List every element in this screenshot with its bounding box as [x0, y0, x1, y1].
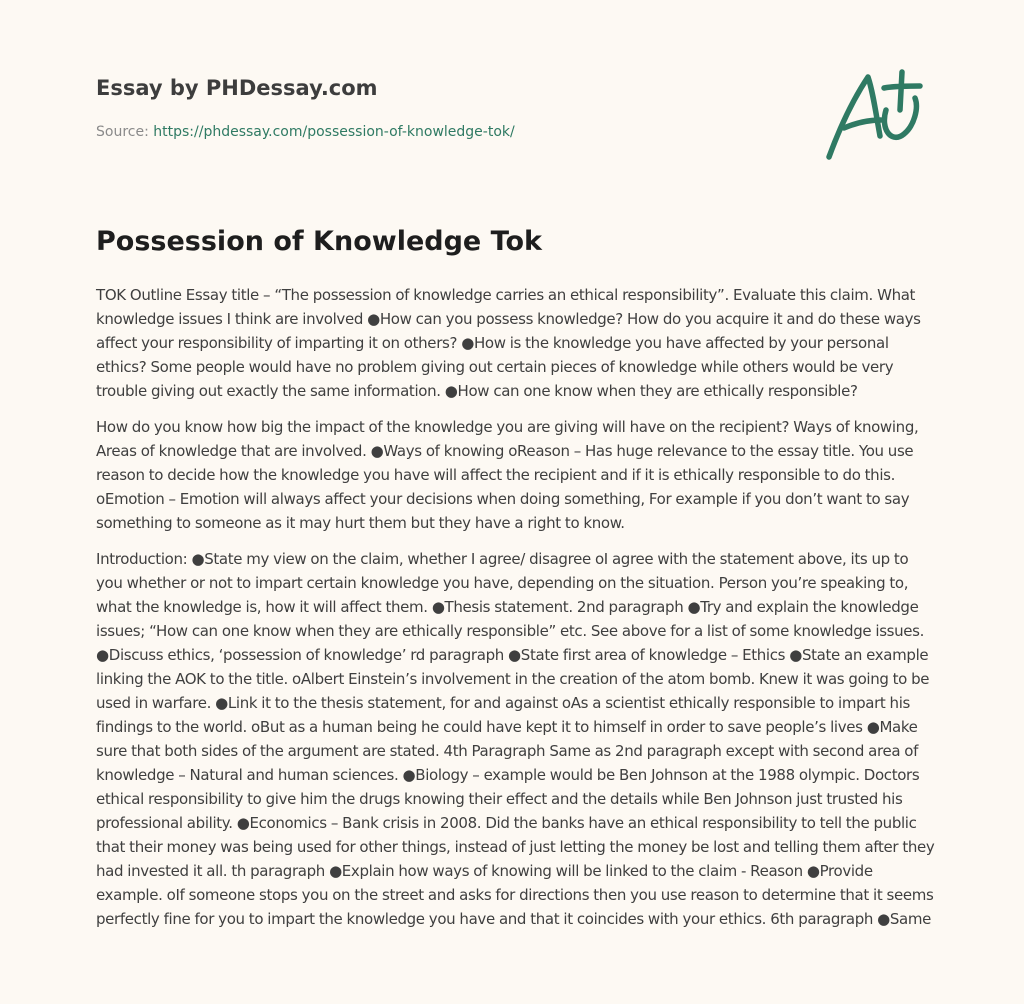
source-link[interactable]: https://phdessay.com/possession-of-knowledge-tok/ — [153, 124, 515, 140]
essay-body — [96, 283, 938, 943]
essay-paragraph-2: How do you know how big the impact of the knowledge you are giving will have on the recipient? Ways of knowing, Areas of knowledge that are involved. ●Ways of knowing oReason – Has huge relevance to the essay title. You use reason to decide how the knowledge you have will affect the recipient and if it is ethically responsible to do this. oEmotion – Emotion will always affect your decisions when doing something, For example if you don’t want to say something to someone as it may hurt them but they have a right to know. — [96, 418, 919, 532]
essay-title: Possession of Knowledge Tok — [96, 226, 542, 257]
source-label: Source: — [96, 124, 149, 140]
source-line — [96, 124, 515, 140]
site-brand: Essay by PHDessay.com — [96, 76, 378, 100]
a-plus-grade-icon — [820, 62, 930, 172]
essay-paragraph-1: TOK Outline Essay title – “The possession of knowledge carries an ethical responsibility”. Evaluate this claim. What knowledge issues I think are involved ●How can you possess knowledge? How do you acquire it and do these ways affect your responsibility of imparting it on others? ●How is the knowledge you have affected by your personal ethics? Some people would have no problem giving out certain pieces of knowledge while others would be very trouble giving out exactly the same information. ●How can one know when they are ethically responsible? — [96, 286, 921, 400]
essay-paragraph-3: Introduction: ●State my view on the claim, whether I agree/ disagree oI agree with the statement above, its up to you whether or not to impart certain knowledge you have, depending on the situation. Person you’re speaking to, what the knowledge is, how it will affect them. ●Thesis statement. 2nd paragraph ●Try and explain the knowledge issues; “How can one know when they are ethically responsible” etc. See above for a list of some knowledge issues. ●Discuss ethics, ‘possession of knowledge’ rd paragraph ●State first area of knowledge – Ethics ●State an example linking the AOK to the title. oAlbert Einstein’s involvement in the creation of the atom bomb. Knew it was going to be used in warfare. ●Link it to the thesis statement, for and against oAs a scientist ethically responsible to impart his findings to the world. oBut as a human being he could have kept it to himself in order to save people’s lives ●Make sure that both sides of the argument are stated. 4th Paragraph Same as 2nd paragraph except with second area of knowledge – Natural and human sciences. ●Biology – example would be Ben Johnson at the 1988 olympic. Doctors ethical responsibility to give him the drugs knowing their effect and the details while Ben Johnson just trusted his professional ability. ●Economics – Bank crisis in 2008. Did the banks have an ethical responsibility to tell the public that their money was being used for other things, instead of just letting the money be lost and telling them after they had invested it all. th paragraph ●Explain how ways of knowing will be linked to the claim - Reason ●Provide example. oIf someone stops you on the street and asks for directions then you use reason to determine that it seems perfectly fine for you to impart the knowledge you have and that it coincides with your ethics. 6th paragraph ●Same — [96, 550, 935, 928]
